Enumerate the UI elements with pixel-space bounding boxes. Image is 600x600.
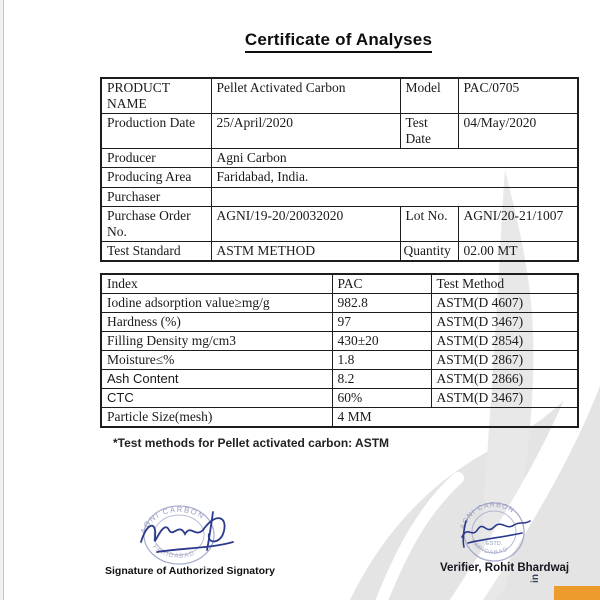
footnote: *Test methods for Pellet activated carbon: ASTM: [113, 436, 390, 450]
method-cell: ASTM(D 2866): [431, 369, 578, 388]
pac-cell: 60%: [332, 388, 431, 407]
model-value: PAC/0705: [458, 78, 578, 113]
pac-cell: 8.2: [332, 369, 431, 388]
product-name-value: Pellet Activated Carbon: [211, 78, 400, 113]
title-row: [100, 30, 577, 53]
pac-cell: 4 MM: [332, 407, 578, 426]
header-test-method: Test Method: [431, 274, 578, 293]
stamp-arc-text-top: AGNI CARBON: [459, 501, 516, 531]
producer-label: Producer: [101, 148, 211, 167]
producer-value: Agni Carbon: [211, 148, 578, 167]
test-standard-value: ASTM METHOD: [211, 241, 400, 261]
method-cell: ASTM(D 2867): [431, 350, 578, 369]
stamp-arc-text-top: AGNI CARBON: [138, 504, 207, 535]
table-row: [101, 369, 578, 388]
index-cell: CTC: [101, 388, 332, 407]
test-date-value: 04/May/2020: [458, 113, 578, 148]
method-cell: ASTM(D 4607): [431, 293, 578, 312]
verifier-label: Verifier,: [440, 562, 482, 574]
stamp-arc-text-bottom: FARIDABAD: [151, 543, 197, 561]
header-index: Index: [101, 274, 332, 293]
table-row: [101, 293, 578, 312]
svg-text:AGNI CARBON: [138, 505, 207, 535]
lot-no-label: Lot No.: [400, 206, 458, 241]
table-row: [101, 241, 578, 261]
producing-area-value: Faridabad, India.: [211, 167, 578, 187]
method-cell: ASTM(D 3467): [431, 388, 578, 407]
table-header-row: [101, 274, 578, 293]
table-row: [101, 167, 578, 187]
production-date-label: Production Date: [101, 113, 211, 148]
table-row: [101, 388, 578, 407]
pac-cell: 97: [332, 312, 431, 331]
purchase-order-label: Purchase Order No.: [101, 206, 211, 241]
table-row: [101, 312, 578, 331]
pac-cell: 430±20: [332, 331, 431, 350]
test-date-label: Test Date: [400, 113, 458, 148]
product-info-table: [100, 77, 579, 262]
index-cell: Iodine adsorption value≥mg/g: [101, 293, 332, 312]
test-standard-label: Test Standard: [101, 241, 211, 261]
analysis-results-table: [100, 273, 579, 428]
index-cell: Hardness (%): [101, 312, 332, 331]
index-cell: Moisture≤%: [101, 350, 332, 369]
table-row: [101, 331, 578, 350]
table-row: [101, 350, 578, 369]
vertical-site-text: in: [529, 574, 541, 583]
pac-cell: 982.8: [332, 293, 431, 312]
authorized-signatory-label: Signature of Authorized Signatory: [105, 565, 275, 577]
table-row: [101, 206, 578, 241]
orange-corner-accent: [554, 586, 600, 600]
producing-area-label: Producing Area: [101, 167, 211, 187]
verifier-name: Rohit Bhardwaj: [484, 562, 570, 574]
stamp-arc-text-bottom: FARIDABAD: [468, 539, 510, 557]
table-row: [101, 187, 578, 206]
pac-cell: 1.8: [332, 350, 431, 369]
stamp-middle-text: ESTD.: [486, 541, 503, 547]
table-row: [101, 148, 578, 167]
quantity-value: 02.00 MT: [458, 241, 578, 261]
index-cell: Particle Size(mesh): [101, 407, 332, 426]
table-row: [101, 407, 578, 426]
table-row: [101, 78, 578, 113]
purchase-order-value: AGNI/19-20/20032020: [211, 206, 400, 241]
page-title: Certificate of Analyses: [245, 30, 432, 53]
header-pac: PAC: [332, 274, 431, 293]
index-cell: Ash Content: [101, 369, 332, 388]
model-label: Model: [400, 78, 458, 113]
authorized-stamp: [133, 502, 245, 572]
method-cell: ASTM(D 3467): [431, 312, 578, 331]
verifier-stamp: [452, 499, 536, 567]
index-cell: Filling Density mg/cm3: [101, 331, 332, 350]
product-name-label: PRODUCT NAME: [101, 78, 211, 113]
method-cell: ASTM(D 2854): [431, 331, 578, 350]
production-date-value: 25/April/2020: [211, 113, 400, 148]
purchaser-value: [211, 187, 578, 206]
quantity-label: Quantity: [400, 241, 458, 261]
purchaser-label: Purchaser: [101, 187, 211, 206]
table-row: [101, 113, 578, 148]
lot-no-value: AGNI/20-21/1007: [458, 206, 578, 241]
